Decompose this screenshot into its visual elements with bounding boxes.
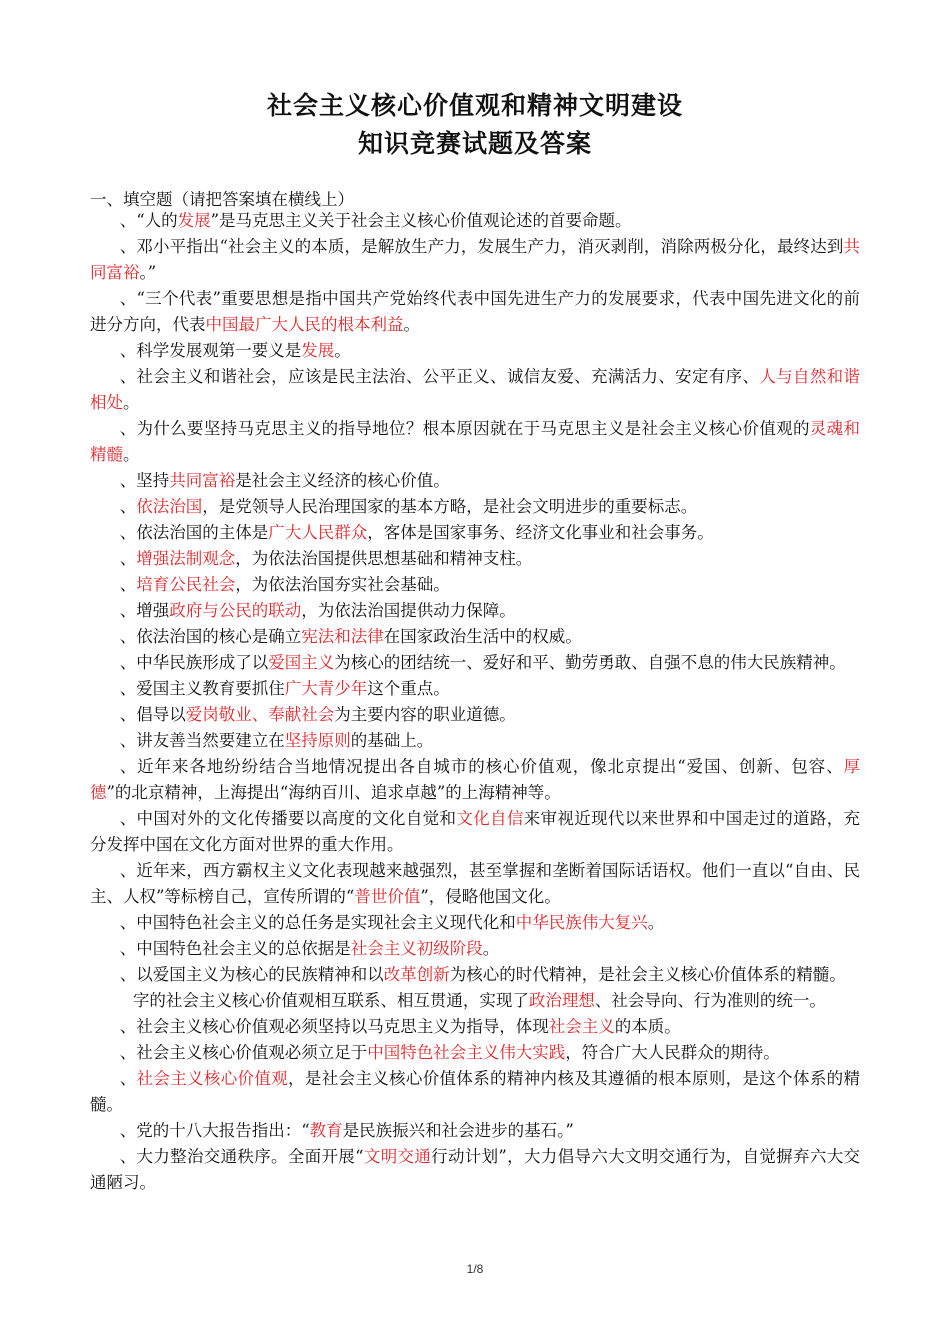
answer-text: 社会主义初级阶段: [350, 939, 483, 958]
question-text-tail: 是社会主义经济的核心价值。: [235, 471, 450, 490]
question-text-tail: 。: [123, 393, 140, 412]
answer-text: 文明交通: [363, 1147, 432, 1166]
answer-text: 宪法和法律: [301, 627, 384, 646]
section-heading: 一、填空题（请把答案填在横线上）: [90, 190, 354, 209]
question-text-tail: ”，侵略他国文化。: [420, 887, 561, 906]
question-text-tail: 。: [123, 445, 140, 464]
answer-text: 中国特色社会主义伟大实践: [367, 1043, 566, 1062]
question-text-tail: ，为依法治国提供动力保障。: [301, 601, 516, 620]
question-text-tail: 。: [334, 341, 351, 360]
question-text: 、爱国主义教育要抓住: [119, 679, 285, 698]
question-text-tail: ，是社会主义核心价值体系的精神内核及其遵循的根本原则，是这个体系的精髓。: [90, 1069, 861, 1114]
question-text: 字的社会主义核心价值观相互联系、相互贯通，实现了: [132, 991, 529, 1010]
question-text: 、科学发展观第一要义是: [119, 341, 302, 360]
answer-text: 社会主义: [548, 1017, 615, 1036]
answer-text: 中华民族伟大复兴: [515, 913, 648, 932]
question-text: 、以爱国主义为核心的民族精神和以: [119, 965, 384, 984]
question-item: [90, 208, 860, 234]
question-item: [90, 962, 860, 988]
answer-text: 共同富裕: [169, 471, 236, 490]
answer-text: 增强法制观念: [136, 549, 236, 568]
question-text-tail: 。: [647, 913, 665, 932]
question-text: 、依法治国的核心是确立: [119, 627, 302, 646]
question-item: [90, 650, 860, 676]
question-text: 、增强: [119, 601, 170, 620]
question-item: [90, 858, 860, 910]
question-text-tail: 是民族振兴和社会进步的基石。”: [342, 1121, 574, 1140]
question-text: 、: [119, 575, 137, 594]
question-text-tail: 为主要内容的职业道德。: [334, 705, 516, 724]
question-text: 、中国特色社会主义的总依据是: [119, 939, 351, 958]
answer-text: 广大青少年: [284, 679, 368, 698]
question-item: [90, 806, 860, 858]
question-text-tail: ”的北京精神，上海提出“海纳百川、追求卓越”的上海精神等。: [106, 783, 561, 802]
question-item: [90, 234, 860, 286]
question-text: 、: [119, 497, 137, 516]
question-item: [90, 494, 860, 520]
question-text-tail: 。: [403, 315, 420, 334]
answer-text: 教育: [309, 1121, 343, 1140]
question-item: [90, 1014, 860, 1040]
question-item: [90, 468, 860, 494]
question-text-tail: 在国家政治生活中的权威。: [383, 627, 582, 646]
question-text: 、依法治国的主体是: [119, 523, 269, 542]
question-text-tail: 的基础上。: [350, 731, 434, 750]
answer-text: 政府与公民的联动: [169, 601, 302, 620]
answer-text: 人与自然和谐相处: [90, 367, 861, 412]
question-item: [90, 1066, 860, 1118]
question-text-tail: 行动计划”，大力倡导六大文明交通行为，自觉摒弃六大交通陋习。: [90, 1147, 861, 1192]
question-text: 、讲友善当然要建立在: [119, 731, 285, 750]
question-item: [90, 598, 860, 624]
answer-text: 培育公民社会: [136, 575, 236, 594]
answer-text: 社会主义核心价值观: [136, 1069, 289, 1088]
question-text: 、大力整治交通秩序。全面开展“: [119, 1147, 364, 1166]
question-text-tail: 这个重点。: [367, 679, 450, 698]
question-text-tail: ，符合广大人民群众的期待。: [565, 1043, 780, 1062]
question-text: 、党的十八大报告指出：“: [119, 1121, 310, 1140]
document-title: 社会主义核心价值观和精神文明建设: [266, 91, 683, 120]
question-item: [90, 1144, 860, 1196]
question-text-tail: 为核心的时代精神，是社会主义核心价值体系的精髓。: [449, 965, 846, 984]
question-item: [90, 754, 860, 806]
question-text: 、坚持: [119, 471, 170, 490]
question-text-tail: ”是马克思主义关于社会主义核心价值观论述的首要命题。: [210, 211, 632, 230]
question-text-tail: 、社会导向、行为准则的统一。: [594, 991, 826, 1010]
answer-text: 爱国主义: [268, 653, 335, 672]
question-text: 、邓小平指出“社会主义的本质，是解放生产力，发展生产力，消灭剥削，消除两极分化，最终达到: [119, 237, 844, 256]
answer-text: 共同富裕: [90, 237, 860, 282]
question-text: 、: [119, 1069, 137, 1088]
question-text: 、“三个代表”重要思想是指中国共产党始终代表中国先进生产力的发展要求，代表中国先进文化的前进分方向，代表: [90, 289, 860, 334]
question-text: 、中华民族形成了以: [119, 653, 269, 672]
question-item: [90, 988, 860, 1014]
answer-text: 广大人民群众: [268, 523, 368, 542]
question-item: [90, 728, 860, 754]
answer-text: 改革创新: [383, 965, 450, 984]
question-item: [90, 572, 860, 598]
question-text: 、中国特色社会主义的总任务是实现社会主义现代化和: [119, 913, 516, 932]
question-text-tail: ，客体是国家事务、经济文化事业和社会事务。: [367, 523, 714, 542]
question-text: 、社会主义核心价值观必须立足于: [119, 1043, 368, 1062]
question-text-tail: ，为依法治国提供思想基础和精神支柱。: [235, 549, 533, 568]
question-text-tail: ，为依法治国夯实社会基础。: [235, 575, 450, 594]
question-text: 、中国对外的文化传播要以高度的文化自觉和: [119, 809, 457, 828]
question-text-tail: 为核心的团结统一、爱好和平、勤劳勇敢、自强不息的伟大民族精神。: [334, 653, 846, 672]
question-item: [90, 1118, 860, 1144]
question-item: [90, 676, 860, 702]
question-item: [90, 364, 860, 416]
question-text-tail: 。: [482, 939, 500, 958]
question-item: [90, 936, 860, 962]
answer-text: 发展: [301, 341, 335, 360]
question-item: [90, 338, 860, 364]
question-text: 、: [119, 549, 137, 568]
question-text-tail: 。”: [139, 263, 157, 282]
question-text: 、近年来，西方霸权主义文化表现越来越强烈，甚至掌握和垄断着国际话语权。他们一直以“自由、民主、人权”等标榜自己，宣传所谓的“: [90, 861, 860, 906]
question-item: [90, 416, 860, 468]
question-text: 、倡导以: [119, 705, 186, 724]
question-list: [90, 208, 860, 1196]
question-text: 、社会主义核心价值观必须坚持以马克思主义为指导，体现: [119, 1017, 549, 1036]
question-text-tail: 的本质。: [614, 1017, 681, 1036]
question-item: [90, 546, 860, 572]
answer-text: 政治理想: [528, 991, 595, 1010]
answer-text: 灵魂和精髓: [90, 419, 861, 464]
answer-text: 依法治国: [136, 497, 203, 516]
question-text: 、社会主义和谐社会，应该是民主法治、公平正义、诚信友爱、充满活力、安定有序、: [119, 367, 760, 386]
answer-text: 厚德: [90, 757, 860, 802]
page-number: 1/8: [466, 1262, 484, 1276]
question-text: 、近年来各地纷纷结合当地情况提出各自城市的核心价值观，像北京提出“爱国、创新、包容、: [119, 757, 844, 776]
answer-text: 文化自信: [456, 809, 524, 828]
question-text: 、为什么要坚持马克思主义的指导地位？根本原因就在于马克思主义是社会主义核心价值观的: [119, 419, 810, 438]
question-text-tail: ，是党领导人民治理国家的基本方略，是社会文明进步的重要标志。: [202, 497, 698, 516]
answer-text: 爱岗敬业、奉献社会: [185, 705, 335, 724]
question-text-tail: 来审视近现代以来世界和中国走过的道路，充分发挥中国在文化方面对世界的重大作用。: [90, 809, 861, 854]
question-item: [90, 702, 860, 728]
question-item: [90, 520, 860, 546]
question-item: [90, 910, 860, 936]
answer-text: 普世价值: [354, 887, 421, 906]
answer-text: 发展: [177, 211, 211, 230]
answer-text: 中国最广大人民的根本利益: [205, 315, 404, 334]
answer-text: 坚持原则: [284, 731, 351, 750]
question-item: [90, 1040, 860, 1066]
question-text: 、“人的: [119, 211, 178, 230]
question-item: [90, 286, 860, 338]
question-item: [90, 624, 860, 650]
document-subtitle: 知识竞赛试题及答案: [357, 129, 592, 158]
